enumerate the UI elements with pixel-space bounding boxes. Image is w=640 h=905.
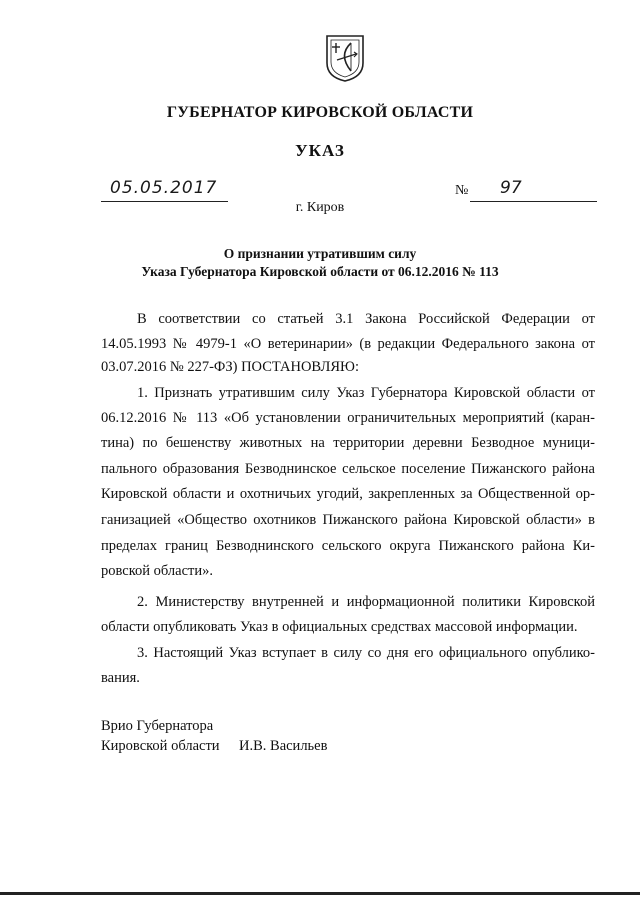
number-label: № <box>455 183 469 198</box>
page-bottom-rule <box>0 892 640 895</box>
coat-of-arms-icon <box>324 33 366 83</box>
item1-line: пального образования Безводнинское сельское поселение Пижанского района <box>101 461 595 477</box>
document-title-line-2: Указа Губернатора Кировской области от 06.12.2016 № 113 <box>141 264 499 279</box>
item3-line: 3. Настоящий Указ вступает в силу со дня его официального опублико- <box>137 645 595 661</box>
item1-line: ровской области». <box>101 563 213 579</box>
preamble-line: 14.05.1993 № 4979-1 «О ветеринарии» (в редакции Федерального закона от <box>101 336 595 352</box>
preamble-line: В соответствии со статьей 3.1 Закона Российской Федерации от <box>137 311 595 327</box>
item1-line: тина) по бешенству животных на территории деревни Безводное муници- <box>101 435 595 451</box>
item1-line: 1. Признать утратившим силу Указ Губернатора Кировской области от <box>137 385 595 401</box>
item2-line: области опубликовать Указ в официальных средствах массовой информации. <box>101 619 578 635</box>
preamble-line: 03.07.2016 № 227-ФЗ) ПОСТАНОВЛЯЮ: <box>101 359 359 375</box>
item1-line: Кировской области и охотничьих угодий, закрепленных за Общественной ор- <box>101 486 595 502</box>
item1-line: 06.12.2016 № 113 «Об установлении ограничительных мероприятий (каран- <box>101 410 595 426</box>
signatory-position: Врио Губернатора <box>101 718 214 734</box>
signatory-region: Кировской области <box>101 738 220 754</box>
signatory-name: И.В. Васильев <box>239 738 328 754</box>
item1-line: ганизацией «Общество охотников Пижанского района Кировской области» в <box>101 512 595 528</box>
item1-line: пределах границ Безводнинского сельского округа Пижанского района Ки- <box>101 538 595 554</box>
document-type: УКАЗ <box>295 141 345 160</box>
item2-line: 2. Министерству внутренней и информационной политики Кировской <box>137 594 595 610</box>
city: г. Киров <box>295 200 345 215</box>
document-title-line-1: О признании утратившим силу <box>223 246 417 261</box>
document-number: 97 <box>500 178 522 198</box>
item3-line: вания. <box>101 670 140 686</box>
document-date: 05.05.2017 <box>110 178 218 198</box>
issuing-authority: ГУБЕРНАТОР КИРОВСКОЙ ОБЛАСТИ <box>166 104 474 121</box>
